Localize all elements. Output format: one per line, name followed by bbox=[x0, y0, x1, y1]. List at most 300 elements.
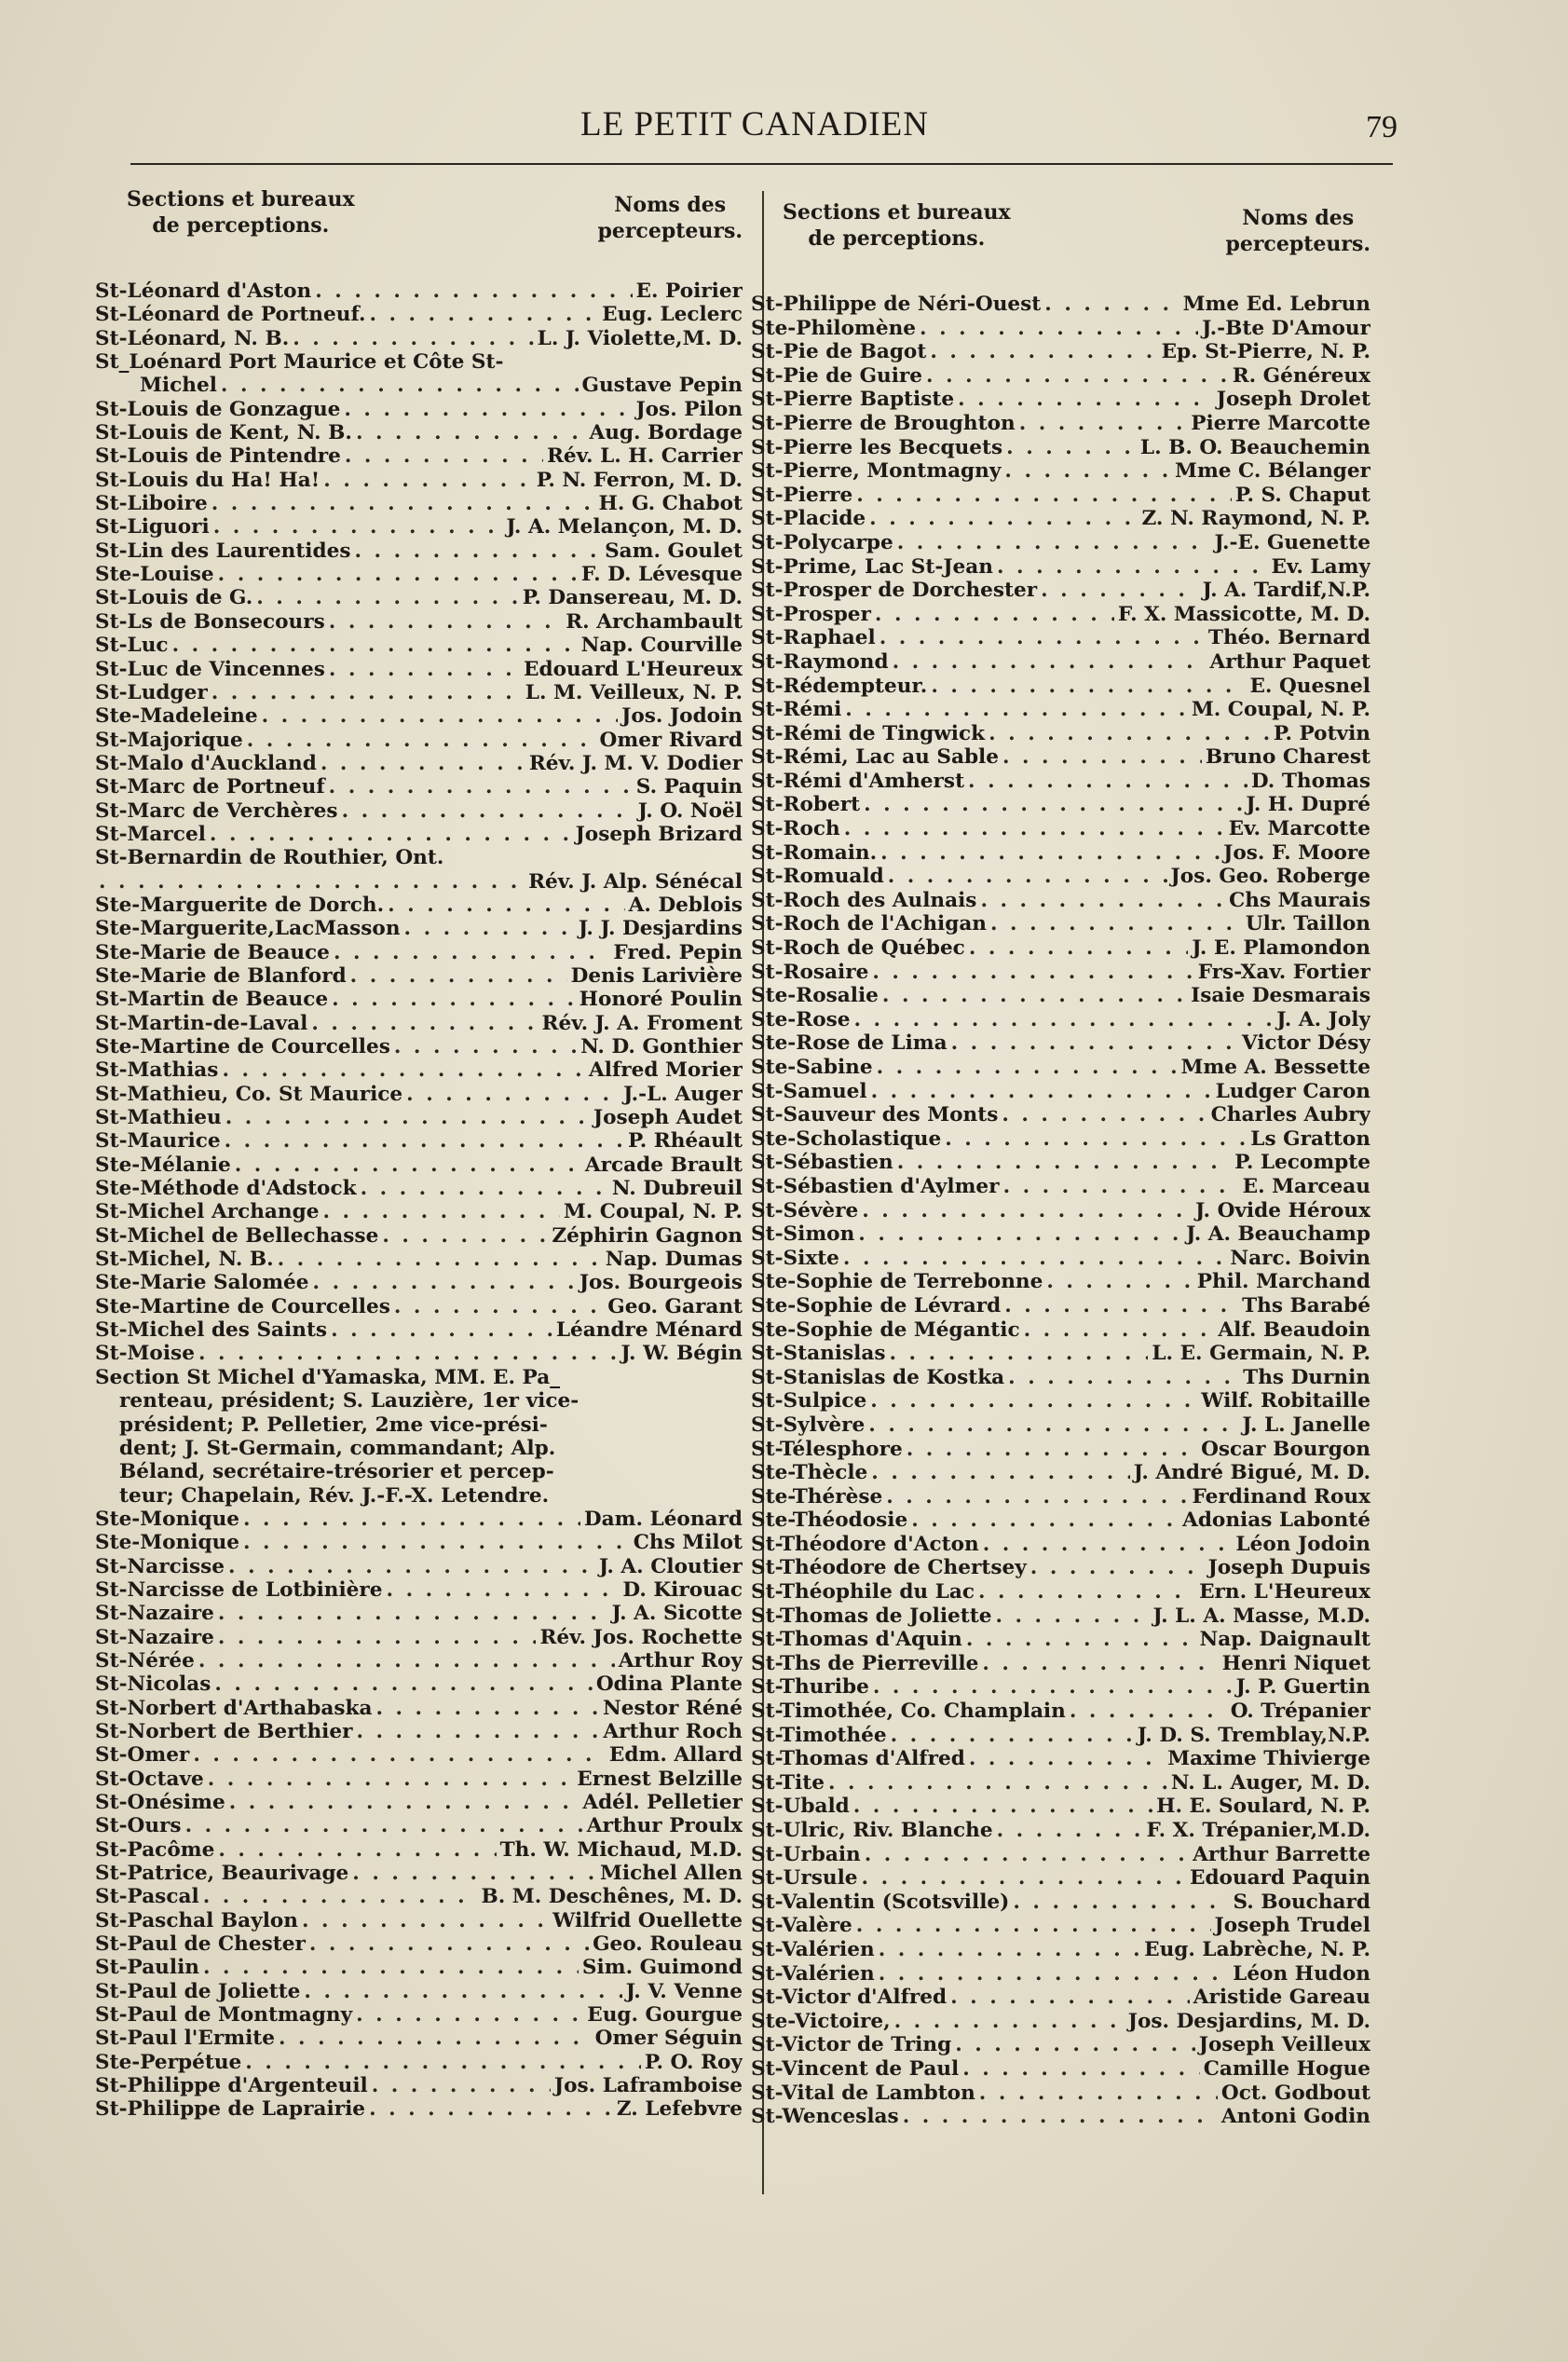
list-item bbox=[751, 841, 1370, 866]
collector-name: J.-E. Guenette bbox=[1214, 530, 1370, 554]
dot-leader bbox=[382, 1224, 548, 1248]
section-name: Ste-Victoire, bbox=[751, 2009, 891, 2033]
dot-leader bbox=[997, 555, 1268, 579]
section-name: St-Nérée bbox=[95, 1648, 195, 1673]
list-item bbox=[751, 1962, 1370, 1987]
collector-name: J. A. Beauchamp bbox=[1186, 1222, 1370, 1247]
list-item bbox=[751, 698, 1370, 722]
list-item bbox=[751, 1747, 1370, 1771]
running-title: LE PETIT CANADIEN bbox=[580, 105, 929, 143]
list-item bbox=[751, 1247, 1370, 1271]
collector-name: Dam. Léonard bbox=[583, 1507, 743, 1531]
dot-leader bbox=[844, 817, 1225, 840]
section-name: St-Paul l'Ermite bbox=[95, 2027, 276, 2051]
dot-leader bbox=[1004, 459, 1171, 483]
dot-leader bbox=[926, 364, 1229, 388]
list-item bbox=[751, 865, 1370, 889]
list-item bbox=[751, 531, 1370, 555]
list-item bbox=[95, 917, 743, 940]
list-item bbox=[95, 1271, 743, 1294]
list-item bbox=[751, 1461, 1370, 1485]
dot-leader bbox=[361, 1177, 608, 1200]
dot-leader bbox=[978, 1580, 1195, 1604]
list-item bbox=[95, 1956, 743, 1979]
dot-leader bbox=[828, 1771, 1167, 1795]
collector-name: Chs Maurais bbox=[1229, 888, 1370, 912]
dot-leader bbox=[387, 1578, 620, 1602]
list-item bbox=[95, 1578, 743, 1602]
page-number: 79 bbox=[1366, 110, 1398, 144]
section-name: St-Mathieu, Co. St Maurice bbox=[95, 1082, 403, 1106]
section-name: St-Théodore d'Acton bbox=[751, 1532, 979, 1556]
collector-name: P. Dansereau, M. D. bbox=[522, 586, 743, 610]
collector-name: Sam. Goulet bbox=[605, 539, 743, 563]
collector-name: J. V. Venne bbox=[625, 1979, 743, 2003]
section-name: St-Léonard, N. B. bbox=[95, 326, 290, 350]
dot-leader bbox=[989, 722, 1270, 745]
collector-name: B. M. Deschênes, M. D. bbox=[481, 1885, 743, 1909]
list-item bbox=[751, 2105, 1370, 2129]
section-name: St-Thuribe bbox=[751, 1675, 869, 1700]
list-item bbox=[95, 1531, 743, 1554]
dot-leader bbox=[879, 1938, 1140, 1961]
collector-name: Sim. Guimond bbox=[581, 1956, 743, 1980]
collector-name: Zéphirin Gagnon bbox=[552, 1223, 743, 1248]
section-name: St-Théodore de Chertsey bbox=[751, 1556, 1027, 1580]
dot-leader bbox=[1004, 1294, 1238, 1318]
collector-name: Eug. Gourgue bbox=[587, 2003, 743, 2027]
collector-name: Arcade Brault bbox=[584, 1153, 743, 1177]
list-item bbox=[751, 1222, 1370, 1247]
dot-leader bbox=[278, 1248, 602, 1271]
dot-leader bbox=[342, 799, 634, 823]
collector-name: Léon Jodoin bbox=[1235, 1532, 1370, 1556]
collector-name: Victor Désy bbox=[1241, 1031, 1370, 1056]
list-item bbox=[95, 1885, 743, 1908]
collector-name: J. W. Bégin bbox=[620, 1342, 743, 1366]
collector-name: Joseph Brizard bbox=[575, 822, 743, 846]
section-name: St-Norbert de Berthier bbox=[95, 1719, 353, 1743]
list-item bbox=[751, 1127, 1370, 1152]
collector-name: D. Kirouac bbox=[622, 1577, 743, 1602]
dot-leader bbox=[962, 2057, 1200, 2081]
entry-list bbox=[95, 280, 743, 2122]
collector-name: F. X. Massicotte, M. D. bbox=[1117, 602, 1370, 626]
list-item bbox=[751, 1580, 1370, 1604]
collector-name: Th. W. Michaud, M.D. bbox=[499, 1837, 743, 1862]
section-name: Ste-Thècle bbox=[751, 1461, 868, 1485]
dot-leader bbox=[222, 1058, 585, 1082]
dot-leader bbox=[968, 770, 1248, 793]
collector-name: J. E. Plamondon bbox=[1192, 936, 1370, 961]
section-name: St-Stanislas de Kostka bbox=[751, 1365, 1005, 1389]
collector-name: Charles Aubry bbox=[1210, 1103, 1370, 1127]
section-name: St-Valérien bbox=[751, 1961, 875, 1986]
dot-leader bbox=[198, 1649, 615, 1673]
section-name: St-Luc bbox=[95, 634, 169, 658]
section-name: St-Télesphore bbox=[751, 1437, 903, 1461]
dot-leader bbox=[198, 1342, 618, 1365]
list-item bbox=[95, 350, 743, 374]
dot-leader bbox=[979, 2082, 1218, 2105]
dot-leader bbox=[311, 1012, 538, 1035]
dot-leader bbox=[279, 2027, 592, 2050]
section-name: St-Prosper de Dorchester bbox=[751, 579, 1038, 603]
list-item bbox=[751, 1103, 1370, 1127]
section-name: Ste-Théodosie bbox=[751, 1509, 908, 1533]
section-name: St-Pacôme bbox=[95, 1837, 215, 1862]
collector-name: Nap. Daignault bbox=[1199, 1628, 1370, 1652]
list-item bbox=[95, 1862, 743, 1885]
list-item bbox=[751, 889, 1370, 913]
collector-name: Edouard Paquin bbox=[1190, 1866, 1370, 1891]
dot-leader bbox=[203, 1885, 478, 1908]
collector-name: J. O. Noël bbox=[637, 799, 743, 823]
dot-leader bbox=[375, 1697, 599, 1720]
list-item bbox=[751, 1652, 1370, 1676]
list-item bbox=[95, 941, 743, 964]
dot-leader bbox=[245, 2051, 641, 2074]
dot-leader bbox=[404, 917, 575, 940]
dot-leader bbox=[329, 658, 520, 681]
list-item bbox=[95, 1838, 743, 1862]
section-name: St-Paul de Chester bbox=[95, 1932, 306, 1957]
list-item bbox=[751, 1199, 1370, 1223]
section-name: St-Paul de Montmagny bbox=[95, 2003, 353, 2027]
collector-name: Adél. Pelletier bbox=[582, 1791, 743, 1814]
section-name: Ste-Madeleine bbox=[95, 704, 258, 729]
dot-leader bbox=[369, 2097, 613, 2121]
collector-name: Ls Gratton bbox=[1250, 1126, 1370, 1151]
list-item bbox=[751, 1485, 1370, 1509]
dot-leader bbox=[225, 1106, 590, 1129]
dot-leader bbox=[903, 2105, 1218, 2128]
section-name: Ste-Rose bbox=[751, 1007, 851, 1031]
list-item bbox=[751, 1366, 1370, 1390]
list-item bbox=[751, 650, 1370, 675]
collector-name: Nap. Courville bbox=[580, 634, 743, 658]
section-name: St-Timothée, Co. Champlain bbox=[751, 1700, 1066, 1724]
list-item bbox=[751, 793, 1370, 817]
dot-leader bbox=[862, 1199, 1192, 1222]
list-item bbox=[95, 1555, 743, 1578]
list-item bbox=[751, 1795, 1370, 1819]
list-item bbox=[95, 894, 743, 917]
dot-leader bbox=[864, 793, 1242, 816]
section-name: St-Patrice, Beaurivage bbox=[95, 1862, 349, 1886]
section-name: St-Valentin (Scotsville) bbox=[751, 1890, 1010, 1914]
list-item bbox=[751, 817, 1370, 841]
list-item bbox=[95, 1129, 743, 1153]
dot-leader bbox=[872, 961, 1193, 984]
section-name: Ste-Sophie de Mégantic bbox=[751, 1318, 1020, 1342]
collector-name: Joseph Drolet bbox=[1216, 388, 1370, 412]
list-item bbox=[95, 964, 743, 988]
section-name: St-Rosaire bbox=[751, 960, 869, 984]
collector-name: Rév. J. Alp. Sénécal bbox=[528, 869, 743, 894]
collector-name: J. A. Joly bbox=[1276, 1007, 1370, 1031]
section-name: St-Pierre, Montmagny bbox=[751, 459, 1002, 484]
list-item bbox=[751, 2057, 1370, 2082]
dot-leader bbox=[879, 626, 1205, 649]
collector-name: N. D. Gonthier bbox=[580, 1035, 743, 1058]
section-name: St-Paulin bbox=[95, 1956, 199, 1980]
dot-leader bbox=[218, 1838, 496, 1862]
section-name: St-Luc de Vincennes bbox=[95, 657, 325, 681]
list-item bbox=[751, 936, 1370, 961]
section-name: St-Lin des Laurentides bbox=[95, 539, 351, 563]
dot-leader bbox=[372, 2074, 551, 2097]
list-item bbox=[751, 1270, 1370, 1294]
collectors-heading bbox=[597, 192, 743, 244]
section-name: St-Omer bbox=[95, 1743, 190, 1768]
entry-text: Section St Michel d'Yamaska, MM. E. Pa_ bbox=[95, 1365, 560, 1389]
section-name: St-Léonard d'Aston bbox=[95, 280, 312, 303]
list-item bbox=[751, 1866, 1370, 1891]
collector-name: Fred. Pepin bbox=[613, 940, 743, 964]
dot-leader bbox=[218, 1602, 608, 1625]
collector-name: Jos. Laframboise bbox=[553, 2074, 743, 2098]
list-item bbox=[95, 1012, 743, 1035]
list-item bbox=[95, 1909, 743, 1932]
list-item bbox=[751, 675, 1370, 699]
collector-name: Eug. Labrèche, N. P. bbox=[1144, 1937, 1370, 1961]
list-item bbox=[95, 1437, 743, 1460]
collector-name: Jos. Bourgeois bbox=[579, 1271, 743, 1295]
dot-leader bbox=[1030, 1556, 1205, 1579]
section-name: St-Philippe d'Argenteuil bbox=[95, 2074, 368, 2098]
collector-name: A. Deblois bbox=[628, 893, 743, 917]
section-name: Ste-Rosalie bbox=[751, 984, 879, 1008]
section-name: St-Sulpice bbox=[751, 1389, 867, 1413]
list-item bbox=[751, 1080, 1370, 1104]
collector-name: J. A. Cloutier bbox=[598, 1554, 743, 1578]
collector-name: J.-L. Auger bbox=[623, 1082, 743, 1106]
dot-leader bbox=[172, 634, 578, 657]
collector-name: Ludger Caron bbox=[1215, 1079, 1370, 1103]
section-name: Ste-Sophie de Lévrard bbox=[751, 1293, 1002, 1318]
section-name: St-Pierre bbox=[751, 483, 853, 507]
list-item bbox=[751, 1819, 1370, 1843]
list-item bbox=[751, 2082, 1370, 2106]
list-item bbox=[95, 398, 743, 421]
collector-name: Ep. St-Pierre, N. P. bbox=[1161, 340, 1370, 364]
collector-name: Arthur Barrette bbox=[1193, 1842, 1370, 1866]
dot-leader bbox=[228, 1555, 595, 1578]
list-item bbox=[95, 563, 743, 586]
list-item bbox=[751, 1556, 1370, 1580]
section-name: St-Timothée bbox=[751, 1723, 887, 1747]
collectors-heading bbox=[1225, 205, 1370, 257]
sections-heading bbox=[783, 199, 1011, 252]
collector-name: N. Dubreuil bbox=[611, 1177, 743, 1201]
section-name: Ste-Scholastique bbox=[751, 1126, 942, 1151]
collector-name: J. A. Tardif,N.P. bbox=[1202, 579, 1370, 603]
dot-leader bbox=[1003, 1175, 1239, 1198]
section-name: St-Polycarpe bbox=[751, 530, 893, 554]
header-rule bbox=[130, 163, 1393, 165]
dot-leader bbox=[871, 1461, 1130, 1484]
collector-name: Odina Plante bbox=[595, 1673, 743, 1697]
collector-name: M. Coupal, N. P. bbox=[563, 1200, 743, 1224]
section-name: St-Sévère bbox=[751, 1198, 859, 1222]
section-name: St-Sauveur des Monts bbox=[751, 1103, 999, 1127]
dot-leader bbox=[1002, 745, 1202, 769]
dot-leader bbox=[868, 1413, 1238, 1437]
section-name: St-Rémi de Tingwick bbox=[751, 721, 986, 745]
section-name: St-Michel de Bellechasse bbox=[95, 1223, 379, 1248]
dot-leader bbox=[966, 1628, 1196, 1651]
entry-text: teur; Chapelain, Rév. J.-F.-X. Letendre. bbox=[119, 1483, 550, 1508]
list-item bbox=[95, 421, 743, 444]
collector-name: Oscar Bourgon bbox=[1201, 1437, 1370, 1461]
dot-leader bbox=[218, 1626, 537, 1649]
section-name: St-Liguori bbox=[95, 515, 210, 539]
list-item bbox=[95, 492, 743, 515]
collector-name: Wilf. Robitaille bbox=[1201, 1389, 1370, 1413]
list-item bbox=[95, 1460, 743, 1483]
list-item bbox=[95, 1177, 743, 1200]
list-item bbox=[751, 555, 1370, 580]
section-name: St-Samuel bbox=[751, 1079, 867, 1103]
dot-leader bbox=[256, 586, 518, 609]
section-name: St-Raymond bbox=[751, 649, 889, 674]
collector-name: Ths Durnin bbox=[1243, 1365, 1370, 1389]
collector-name: Jos. F. Moore bbox=[1223, 840, 1370, 865]
list-item bbox=[751, 1891, 1370, 1915]
dot-leader bbox=[894, 2010, 1125, 2033]
collector-name: J. J. Desjardins bbox=[578, 917, 743, 941]
list-item bbox=[95, 1697, 743, 1720]
collector-name: M. Coupal, N. P. bbox=[1191, 698, 1370, 722]
left-column bbox=[95, 186, 743, 2122]
list-item bbox=[95, 1295, 743, 1318]
page-header bbox=[112, 101, 1398, 147]
dot-leader bbox=[891, 1724, 1134, 1747]
section-name: St-Pie de Guire bbox=[751, 363, 923, 388]
collector-name: J.-Bte D'Amour bbox=[1202, 316, 1370, 340]
dot-leader bbox=[893, 650, 1207, 674]
entry-text: renteau, président; S. Lauzière, 1er vice- bbox=[119, 1389, 579, 1413]
sections-heading-line2: de perceptions. bbox=[152, 213, 330, 238]
list-item bbox=[95, 1980, 743, 2003]
dot-leader bbox=[225, 1129, 624, 1153]
dot-leader bbox=[950, 1986, 1190, 2009]
dot-leader bbox=[350, 964, 567, 988]
section-name: St-Majorique bbox=[95, 728, 243, 752]
list-item bbox=[95, 469, 743, 492]
collector-name: S. Paquin bbox=[635, 775, 743, 799]
section-name: St-Stanislas bbox=[751, 1342, 886, 1366]
dot-leader bbox=[879, 1962, 1229, 1986]
collector-name: Chs Milot bbox=[633, 1531, 743, 1555]
entry-text: dent; J. St-Germain, commandant; Alp. bbox=[119, 1436, 556, 1460]
collector-name: J. A. Sicotte bbox=[611, 1602, 743, 1626]
collector-name: Arthur Paquet bbox=[1209, 649, 1370, 674]
dot-leader bbox=[862, 1866, 1186, 1890]
list-item bbox=[751, 459, 1370, 484]
collector-name: Ths Barabé bbox=[1242, 1293, 1370, 1318]
dot-leader bbox=[331, 1318, 552, 1342]
collector-name: J. Ovide Héroux bbox=[1195, 1198, 1370, 1222]
dot-leader bbox=[875, 603, 1114, 626]
list-item bbox=[95, 1932, 743, 1956]
list-item bbox=[95, 1484, 743, 1508]
collector-name: Ev. Lamy bbox=[1271, 554, 1370, 579]
right-column bbox=[751, 199, 1370, 2129]
collector-name: D. Thomas bbox=[1250, 769, 1370, 793]
section-name: Ste-Thérèse bbox=[751, 1484, 883, 1509]
collector-name: P. Rhéault bbox=[628, 1129, 743, 1154]
collector-name: Isaie Desmarais bbox=[1191, 984, 1370, 1008]
list-item bbox=[751, 984, 1370, 1008]
dot-leader bbox=[243, 1508, 580, 1531]
collector-name: Jos. Geo. Roberge bbox=[1170, 865, 1370, 889]
dot-leader bbox=[221, 374, 579, 397]
section-name: St-Michel, N. B. bbox=[95, 1248, 274, 1272]
list-item bbox=[751, 1413, 1370, 1438]
collector-name: Edouard L'Heureux bbox=[524, 657, 743, 681]
collector-name: Oct. Godbout bbox=[1220, 2081, 1370, 2105]
list-item bbox=[751, 770, 1370, 794]
dot-leader bbox=[406, 1083, 620, 1106]
list-item bbox=[751, 1843, 1370, 1867]
section-name: St-Louis de Kent, N. B. bbox=[95, 421, 352, 445]
dot-leader bbox=[369, 303, 598, 326]
collector-name: Geo. Rouleau bbox=[593, 1932, 743, 1957]
list-item bbox=[95, 1318, 743, 1342]
list-item bbox=[95, 1389, 743, 1413]
section-name: St-Victor de Tring bbox=[751, 2033, 952, 2057]
section-name: St-Rémi bbox=[751, 698, 842, 722]
list-item bbox=[751, 412, 1370, 436]
section-name: St-Paul de Joliette bbox=[95, 1979, 301, 2003]
dot-leader bbox=[997, 1819, 1143, 1842]
list-item bbox=[95, 1743, 743, 1767]
section-name: Ste-Sabine bbox=[751, 1056, 873, 1079]
dot-leader bbox=[210, 823, 572, 846]
section-name: St-Ursule bbox=[751, 1866, 858, 1891]
section-name: St-Mathias bbox=[95, 1058, 219, 1083]
section-name: Ste-Mélanie bbox=[95, 1153, 231, 1177]
collector-name: Jos. Jodoin bbox=[621, 704, 743, 729]
section-name: St-Maurice bbox=[95, 1129, 221, 1154]
collector-name: H. E. Soulard, N. P. bbox=[1156, 1795, 1370, 1819]
list-item bbox=[751, 626, 1370, 650]
dot-leader bbox=[858, 1222, 1182, 1246]
collector-name: P. N. Ferron, M. D. bbox=[536, 468, 743, 492]
collector-name: Z. Lefebvre bbox=[616, 2097, 743, 2122]
section-name: Ste-Marguerite de Dorch. bbox=[95, 893, 385, 917]
list-item bbox=[95, 2003, 743, 2027]
dot-leader bbox=[344, 398, 632, 421]
section-name: St-Michel des Saints bbox=[95, 1318, 328, 1343]
section-name: St-Pierre Baptiste bbox=[751, 388, 955, 412]
section-name: St-Pie de Bagot bbox=[751, 340, 927, 364]
list-item bbox=[95, 280, 743, 303]
list-item bbox=[95, 374, 743, 397]
dot-leader bbox=[886, 1485, 1188, 1509]
section-name: St-Roch de l'Achigan bbox=[751, 912, 988, 936]
collector-name: Joseph Audet bbox=[593, 1106, 743, 1130]
section-name: St-Michel Archange bbox=[95, 1200, 320, 1224]
section-name: St-Rédempteur. bbox=[751, 674, 928, 698]
collector-name: J. L. A. Masse, M.D. bbox=[1152, 1604, 1370, 1628]
list-item bbox=[751, 1675, 1370, 1700]
dot-leader bbox=[854, 1008, 1274, 1031]
list-item bbox=[95, 658, 743, 681]
collector-name: Frs-Xav. Fortier bbox=[1197, 960, 1370, 984]
